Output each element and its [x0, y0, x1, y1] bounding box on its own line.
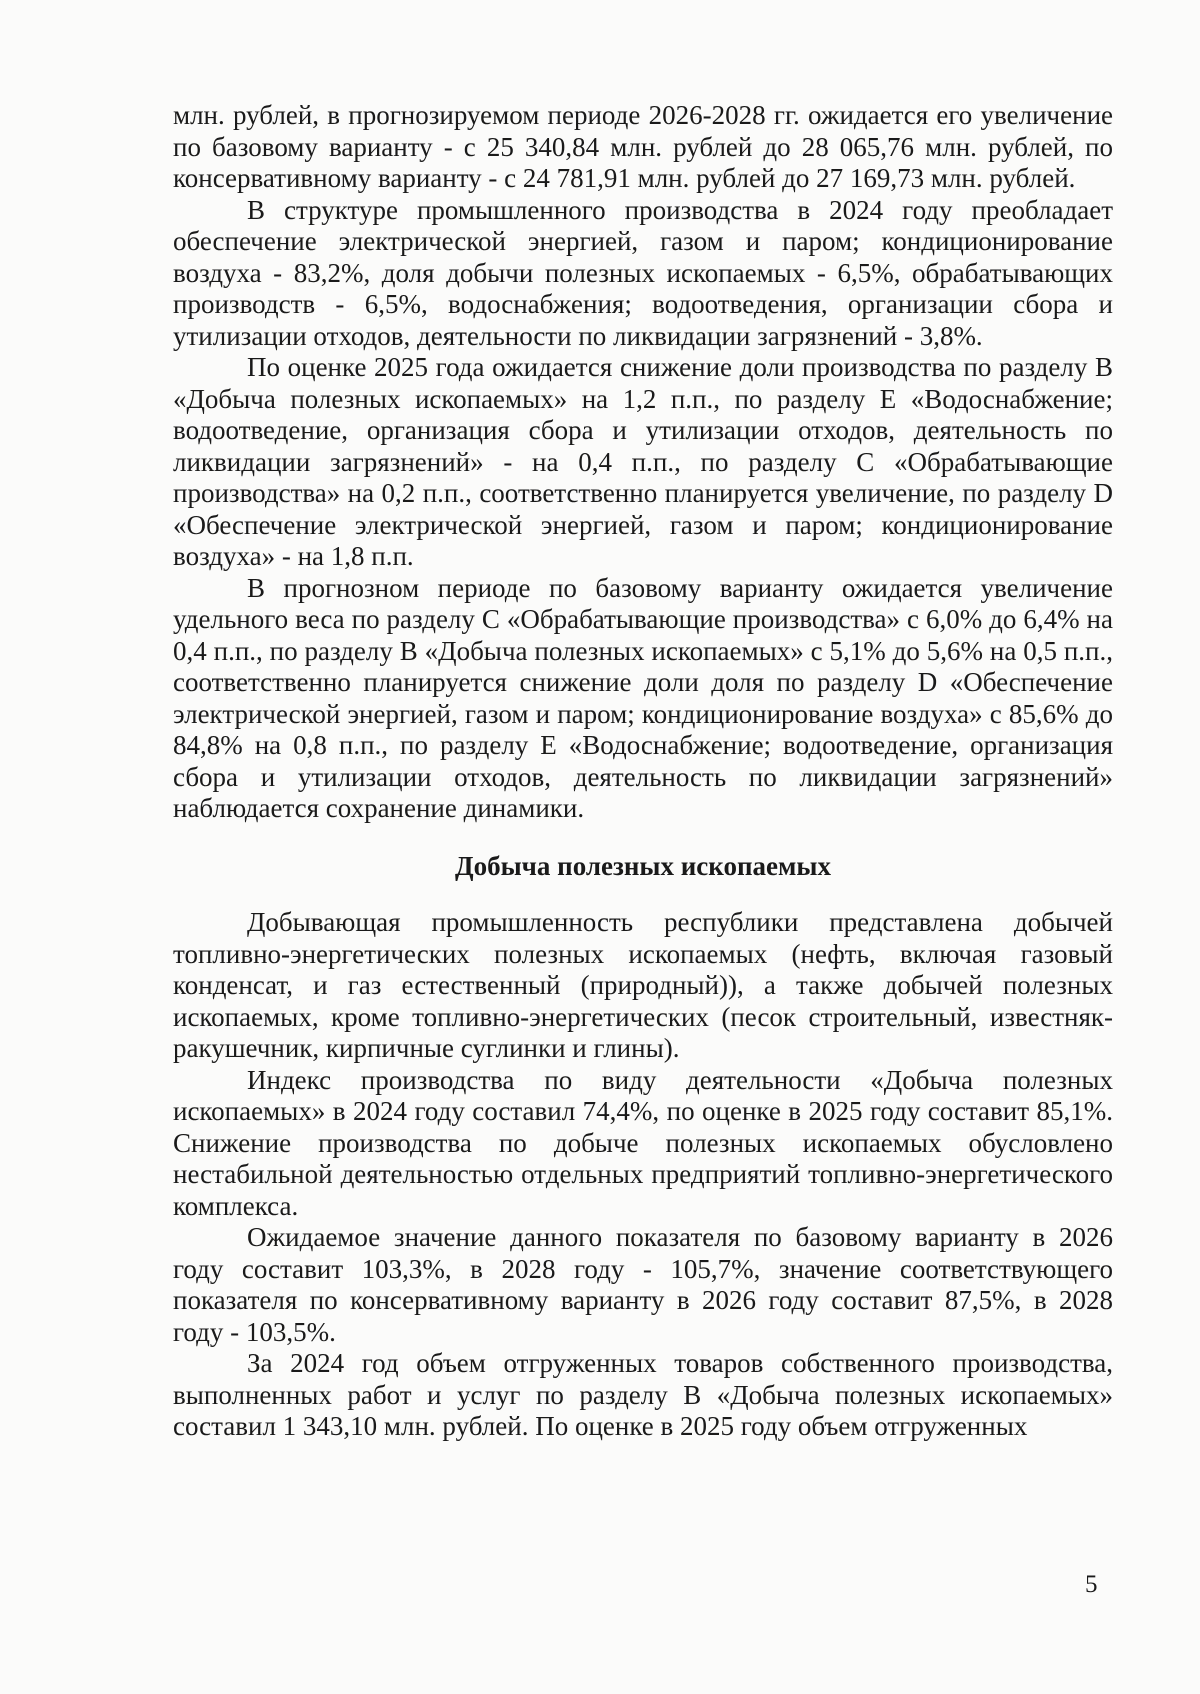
- paragraph-forecast-period: В прогнозном периоде по базовому варианту ожидается увеличение удельного веса по разделу С «Обрабатывающие производства» с 6,0% до 6,4% на 0,4 п.п., по разделу В «Добыча полезных ископаемых» с 5,1% до 5,6% на 0,5 п.п., соответственно планируется снижение доли доля по разделу D «Обеспечение электрической энергией, газом и паром; кондиционирование воздуха» с 85,6% до 84,8% на 0,8 п.п., по разделу Е «Водоснабжение; водоотведение, организация сбора и утилизации отходов, деятельность по ликвидации загрязнений» наблюдается сохранение динамики.: [173, 572, 1113, 823]
- paragraph-production-index: Индекс производства по виду деятельности «Добыча полезных ископаемых» в 2024 году составил 74,4%, по оценке в 2025 году составит 85,1%. Снижение производства по добыче полезных ископаемых обусловлено нестабильной деятельностью отдельных предприятий топливно-энергетического комплекса.: [173, 1064, 1113, 1221]
- paragraph-industry-structure: В структуре промышленного производства в 2024 году преобладает обеспечение электрической энергией, газом и паром; кондиционирование воздуха - 83,2%, доля добычи полезных ископаемых - 6,5%, обрабатывающих производств - 6,5%, водоснабжения; водоотведения, организации сбора и утилизации отходов, деятельности по ликвидации загрязнений - 3,8%.: [173, 194, 1113, 351]
- paragraph-mining-industry: Добывающая промышленность республики представлена добычей топливно-энергетических полезных ископаемых (нефть, включая газовый конденсат, и газ естественный (природный)), а также добычей полезных ископаемых, кроме топливно-энергетических (песок строительный, известняк-ракушечник, кирпичные суглинки и глины).: [173, 907, 1113, 1063]
- page-number: 5: [1085, 1571, 1098, 1598]
- section-heading: Добыча полезных ископаемых: [455, 850, 831, 881]
- paragraph-continuation: млн. рублей, в прогнозируемом периоде 2026-2028 гг. ожидается его увеличение по базовому варианту - с 25 340,84 млн. рублей до 28 065,76 млн. рублей, по консервативному варианту - с 24 781,91 млн. рублей до 27 169,73 млн. рублей.: [173, 100, 1113, 193]
- paragraph-expected-value: Ожидаемое значение данного показателя по базовому варианту в 2026 году составит 103,3%, в 2028 году - 105,7%, значение соответствующего показателя по консервативному варианту в 2026 году составит 87,5%, в 2028 году - 103,5%.: [173, 1222, 1113, 1347]
- paragraph-shipped-goods: За 2024 год объем отгруженных товаров собственного производства, выполненных работ и услуг по разделу В «Добыча полезных ископаемых» составил 1 343,10 млн. рублей. По оценке в 2025 году объем отгруженных: [173, 1348, 1113, 1441]
- document-body: [173, 100, 1113, 1443]
- paragraph-2025-estimate: По оценке 2025 года ожидается снижение доли производства по разделу В «Добыча полезных ископаемых» на 1,2 п.п., по разделу Е «Водоснабжение; водоотведение, организация сбора и утилизации отходов, деятельность по ликвидации загрязнений» - на 0,4 п.п., по разделу С «Обрабатывающие производства» на 0,2 п.п., соответственно планируется увеличение, по разделу D «Обеспечение электрической энергией, газом и паром; кондиционирование воздуха» - на 1,8 п.п.: [173, 352, 1113, 571]
